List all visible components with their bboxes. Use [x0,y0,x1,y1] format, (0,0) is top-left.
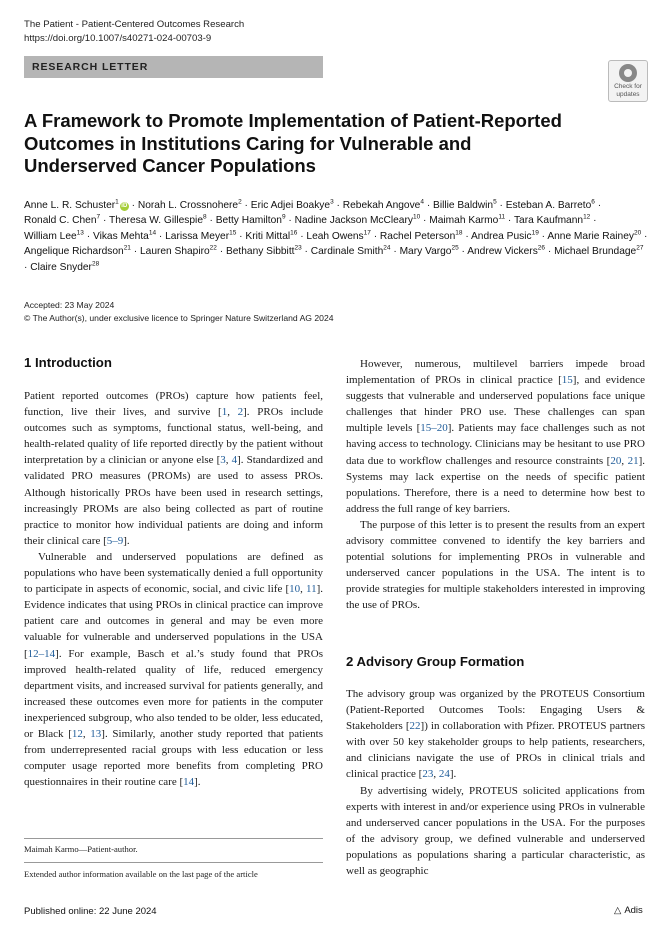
doi-link[interactable]: https://doi.org/10.1007/s40271-024-00703-9 [24,33,212,44]
citation-link[interactable]: 13 [90,727,102,740]
paragraph-text: ]. For example, Basch et al.’s study found that PROs improved health-related quality of life, reduced emergency department visits, and increased survival for patients generally, and increased these outcomes even more for patients in the computer inexperienced subgroup, who also tended to be older, less educated, or Black [ [24,647,323,740]
left-column-body [24,388,323,790]
author-name-text: Andrea Pusic [470,230,532,242]
author-name[interactable] [295,215,421,226]
author-affiliation-number: 3 [330,198,334,206]
author-name[interactable] [24,215,100,226]
author-affiliation-number: 21 [123,244,131,252]
paragraph-text: , [621,454,628,467]
author-name-text: Larissa Meyer [165,230,230,242]
author-name[interactable] [429,215,505,226]
footnote-patient-author: Maimah Karmo—Patient-author. [24,844,138,854]
publisher-logo [614,905,643,916]
author-name[interactable] [140,246,217,257]
paragraph-text: , [227,406,238,419]
author-name-text: Tara Kaufmann [513,215,584,227]
author-name-text: Vikas Mehta [92,230,149,242]
paragraph [346,517,645,614]
citation-link[interactable]: 23 [422,768,434,781]
author-name-text: Esteban A. Barreto [505,200,592,211]
copyright-notice: © The Author(s), under exclusive licence to Springer Nature Switzerland AG 2024 [24,313,334,323]
author-name[interactable] [506,200,595,211]
right-column-section-2-body [346,686,645,879]
author-name-text: Norah L. Crossnohere [137,200,239,211]
author-name[interactable] [109,215,207,226]
paragraph-text: ]. Evidence indicates that using PROs in clinical practice can improve patient care and outcomes in general and may be even more valuable for vulnerable and underserved populations in the USA [ [24,583,323,660]
author-affiliation-number: 4 [420,198,424,206]
orcid-icon[interactable]: iD [121,203,128,209]
citation-link[interactable]: 5–9 [106,534,124,547]
paragraph-text: Patient reported outcomes (PROs) capture how patients feel, function, live their lives, and survive [ [24,390,323,419]
author-name-text: Maimah Karmo [429,215,499,227]
author-affiliation-number: 25 [451,244,459,252]
paragraph [346,686,645,783]
author-name-text: Theresa W. Gillespie [109,215,203,227]
citation-link[interactable]: 24 [438,768,450,781]
author-affiliation-number: 13 [76,229,84,237]
footnote-divider [24,838,323,839]
author-affiliation-number: 5 [493,198,497,206]
footnote-divider [24,862,323,863]
article-dates [24,299,334,325]
author-name-text: Angelique Richardson [24,246,124,258]
author-affiliation-number: 11 [498,214,506,222]
author-affiliation-number: 14 [148,229,157,237]
article-type-banner: RESEARCH LETTER [24,56,323,78]
article-title: A Framework to Promote Implementation of Patient-Reported Outcomes in Institutions Caring for Vulnerable and Underserved Cancer Populations [24,110,562,176]
paragraph [346,356,645,517]
citation-link[interactable]: 12–14 [27,647,56,660]
author-affiliation-number: 10 [412,214,421,222]
citation-link[interactable]: 4 [231,454,238,467]
author-affiliation-number: 18 [455,229,463,237]
paragraph [24,549,323,790]
paragraph-text: ]. Similarly, another study reported that patients from underrepresented racial groups with less education or less computer usage reported more benefits from completing PRO questionnaires in their routine care [ [24,727,323,789]
paragraph-text: , [433,768,439,781]
citation-link[interactable]: 12 [71,727,83,740]
author-name[interactable] [30,262,99,273]
paragraph-text: ]. PROs include outcomes such as symptoms, functional status, well-being, and health-related quality of life reported directly by the patient without interpretation by a clinician or anyone else [ [24,406,323,467]
author-name[interactable] [311,246,391,257]
citation-link[interactable]: 22 [409,720,421,733]
author-affiliation-number: 28 [91,260,100,268]
author-name-text: Betty Hamilton [215,215,282,227]
citation-link[interactable]: 20 [610,454,622,467]
citation-link[interactable]: 3 [220,454,226,467]
author-name[interactable] [251,200,334,211]
author-affiliation-number: 24 [383,244,391,252]
author-name-text: Lauren Shapiro [139,246,210,258]
paragraph-text: ]. Systems may lack expertise on the needs of specific patient populations. Therefore, there is a need to determine how best to address the full range of key barriers. [346,454,645,515]
right-column [346,356,645,614]
publisher-name: Adis [624,905,643,916]
author-name[interactable] [467,246,545,257]
check-for-updates-badge[interactable] [608,60,648,102]
paragraph-text: ]) in collaboration with Pfizer. PROTEUS partners with over 50 key stakeholder groups to help patients, researchers, and clinicians navigate the use of PROs in clinical trials and clinical practice [ [346,720,645,781]
author-name[interactable] [24,246,131,257]
author-name[interactable] [24,200,129,211]
author-name[interactable] [380,231,463,242]
author-name[interactable] [138,200,242,211]
author-name-text: Anne Marie Rainey [547,230,634,242]
citation-link[interactable]: 2 [237,406,244,419]
author-name[interactable] [547,231,641,242]
author-affiliation-number: 19 [531,229,539,237]
paragraph-text: The purpose of this letter is to present the results from an expert advisory committee convened to identify the key barriers and potential solutions for implementing PROs in vulnerable and underserved cancer populations in the USA. The intent is to provide strategies for multiple stakeholders interested in improving the use of PROs. [346,518,645,612]
author-name-text: Nadine Jackson McCleary [294,215,413,227]
author-name[interactable] [93,231,156,242]
author-name-text: Rebekah Angove [342,200,421,211]
right-column-section-2 [346,654,645,670]
author-name[interactable] [226,246,302,257]
author-name-text: Leah Owens [306,230,364,242]
paragraph-text: , [300,583,306,596]
paragraph [24,388,323,549]
author-affiliation-number: 7 [96,214,101,222]
footnote-extended-info: Extended author information available on the last page of the article [24,869,258,879]
author-name[interactable] [24,231,84,242]
paragraph-text: ]. Patients may face challenges such as not having access to technology. Clinicians may be hesitant to use PRO data due to workflow challenges and resource constraints [ [346,422,645,467]
author-name-text: Mary Vargo [399,246,452,258]
left-column [24,355,323,371]
section-heading-advisory-group: 2 Advisory Group Formation [346,654,525,669]
author-name-text: Kriti Mittal [245,230,291,242]
author-affiliation-number: 6 [591,198,595,206]
citation-link[interactable]: 21 [627,454,639,467]
author-name[interactable] [245,231,297,242]
author-name[interactable] [554,246,643,257]
paragraph-text: ]. Standardized and validated PRO measures (PROMs) are used to assess PROs. Although historically PROs have been used in research settings, increasingly PROMs are also being collected as part of routine practice to monitor how individual patients are doing and inform their clinical care [ [24,454,324,547]
author-affiliation-number: 15 [229,229,237,237]
author-affiliation-number: 20 [633,229,642,237]
citation-link[interactable]: 14 [183,776,195,789]
author-name-text: Cardinale Smith [310,246,384,258]
adis-triangle-icon: △ [614,905,622,916]
author-name-text: William Lee [24,230,77,242]
author-name[interactable] [165,231,236,242]
published-online-date: Published online: 22 June 2024 [24,906,157,917]
author-name[interactable] [514,215,590,226]
journal-header [24,18,244,46]
paragraph-text: ], and evidence suggests that vulnerable and underserved populations face unique challenges that hinder PRO use. These challenges can span multiple levels [ [346,374,645,435]
author-affiliation-number: 26 [537,244,546,252]
paragraph-text: , [225,454,232,467]
paragraph-text: By advertising widely, PROTEUS solicited applications from experts with interest in and/or experience using PROs in vulnerable and underserved cancer populations in the USA. For the purposes of the advisory group, we defined vulnerable and underserved populations as populations sharing a particular characteristic, as well as geographic [346,784,645,878]
author-affiliation-number: 16 [290,229,298,237]
author-list: Anne L. R. Schuster$^1$iD · Norah L. Crossnohere$^2$ · Eric Adjei Boakye$^3$ · Rebekah Angove$^4$ · Billie Baldwin$^5$ · Esteban A. Barreto$^6$ · Ronald C. Chen$^7$ · Theresa W. Gillespie$^8$ · Betty Hamilton$^9$ · Nadine Jackson McCleary$^{10}$ · Maimah Karmo$^{11}$ · Tara Kaufmann$^{12}$ · William Lee$^{13}$ · Vikas Mehta$^{14}$ · Larissa Meyer$^{15}$ · Kriti Mittal$^{16}$ · Leah Owens$^{17}$ · Rachel Peterson$^{18}$ · Andrea Pusic$^{19}$ · Anne Marie Rainey$^{20}$ · Angelique Richardson$^{21}$ · Lauren Shapiro$^{22}$ · Bethany Sibbitt$^{23}$ · Cardinale Smith$^{24}$ · Mary Vargo$^{25}$ · Andrew Vickers$^{26}$ · Michael Brundage$^{27}$ · Claire Snyder$^{28}$ [24,198,648,273]
author-affiliation-number: 1 [115,198,119,206]
check-updates-label-1: Check for [614,83,642,90]
check-updates-label-2: updates [616,91,640,98]
citation-link[interactable]: 15 [561,374,573,387]
paragraph-text: , [82,727,91,740]
author-name-text: Eric Adjei Boakye [250,200,331,211]
author-name-text: Michael Brundage [554,246,637,258]
author-name-text: Andrew Vickers [467,246,538,258]
citation-link[interactable]: 10 [289,583,301,596]
author-name[interactable] [433,200,497,211]
author-affiliation-number: 17 [363,229,371,237]
author-affiliation-number: 22 [209,244,217,252]
author-name-text: Rachel Peterson [379,230,456,242]
author-name-text: Bethany Sibbitt [225,246,295,258]
author-name[interactable] [306,231,370,242]
author-name[interactable] [471,231,539,242]
author-name-text: Claire Snyder [30,261,92,273]
paragraph-text: However, numerous, multilevel barriers impede broad implementation of PROs in clinical practice [ [346,358,645,387]
author-name-text: Ronald C. Chen [24,215,97,227]
citation-link[interactable]: 1 [221,406,228,419]
citation-link[interactable]: 11 [305,583,317,596]
paragraph-text: The advisory group was organized by the PROTEUS Consortium (Patient-Reported Outcomes Tools: Engaging Users & Stakeholders [ [346,688,645,733]
author-name[interactable] [400,246,459,257]
author-affiliation-number: 2 [238,198,242,206]
accepted-date: Accepted: 23 May 2024 [24,300,115,310]
paragraph-text: ]. [449,768,457,781]
citation-link[interactable]: 15–20 [420,422,448,435]
author-name[interactable] [216,215,286,226]
paragraph-text: ]. [123,534,130,547]
journal-name: The Patient - Patient-Centered Outcomes Research [24,19,245,30]
section-heading-introduction: 1 Introduction [24,355,112,370]
author-name-text: Billie Baldwin [433,200,494,211]
author-affiliation-number: 23 [294,244,302,252]
author-affiliation-number: 8 [203,214,207,222]
author-affiliation-number: 27 [636,244,644,252]
check-updates-icon [619,64,637,82]
paragraph [346,783,645,880]
author-affiliation-number: 9 [281,214,286,222]
author-name[interactable] [343,200,424,211]
author-name-text: Anne L. R. Schuster [24,200,116,211]
paragraph-text: ]. [194,776,201,789]
paragraph-text: Vulnerable and underserved populations are defined as populations who have been systematically denied a full opportunity to participate in aspects of economic, social, and civic life [ [24,550,323,596]
author-affiliation-number: 12 [583,214,591,222]
